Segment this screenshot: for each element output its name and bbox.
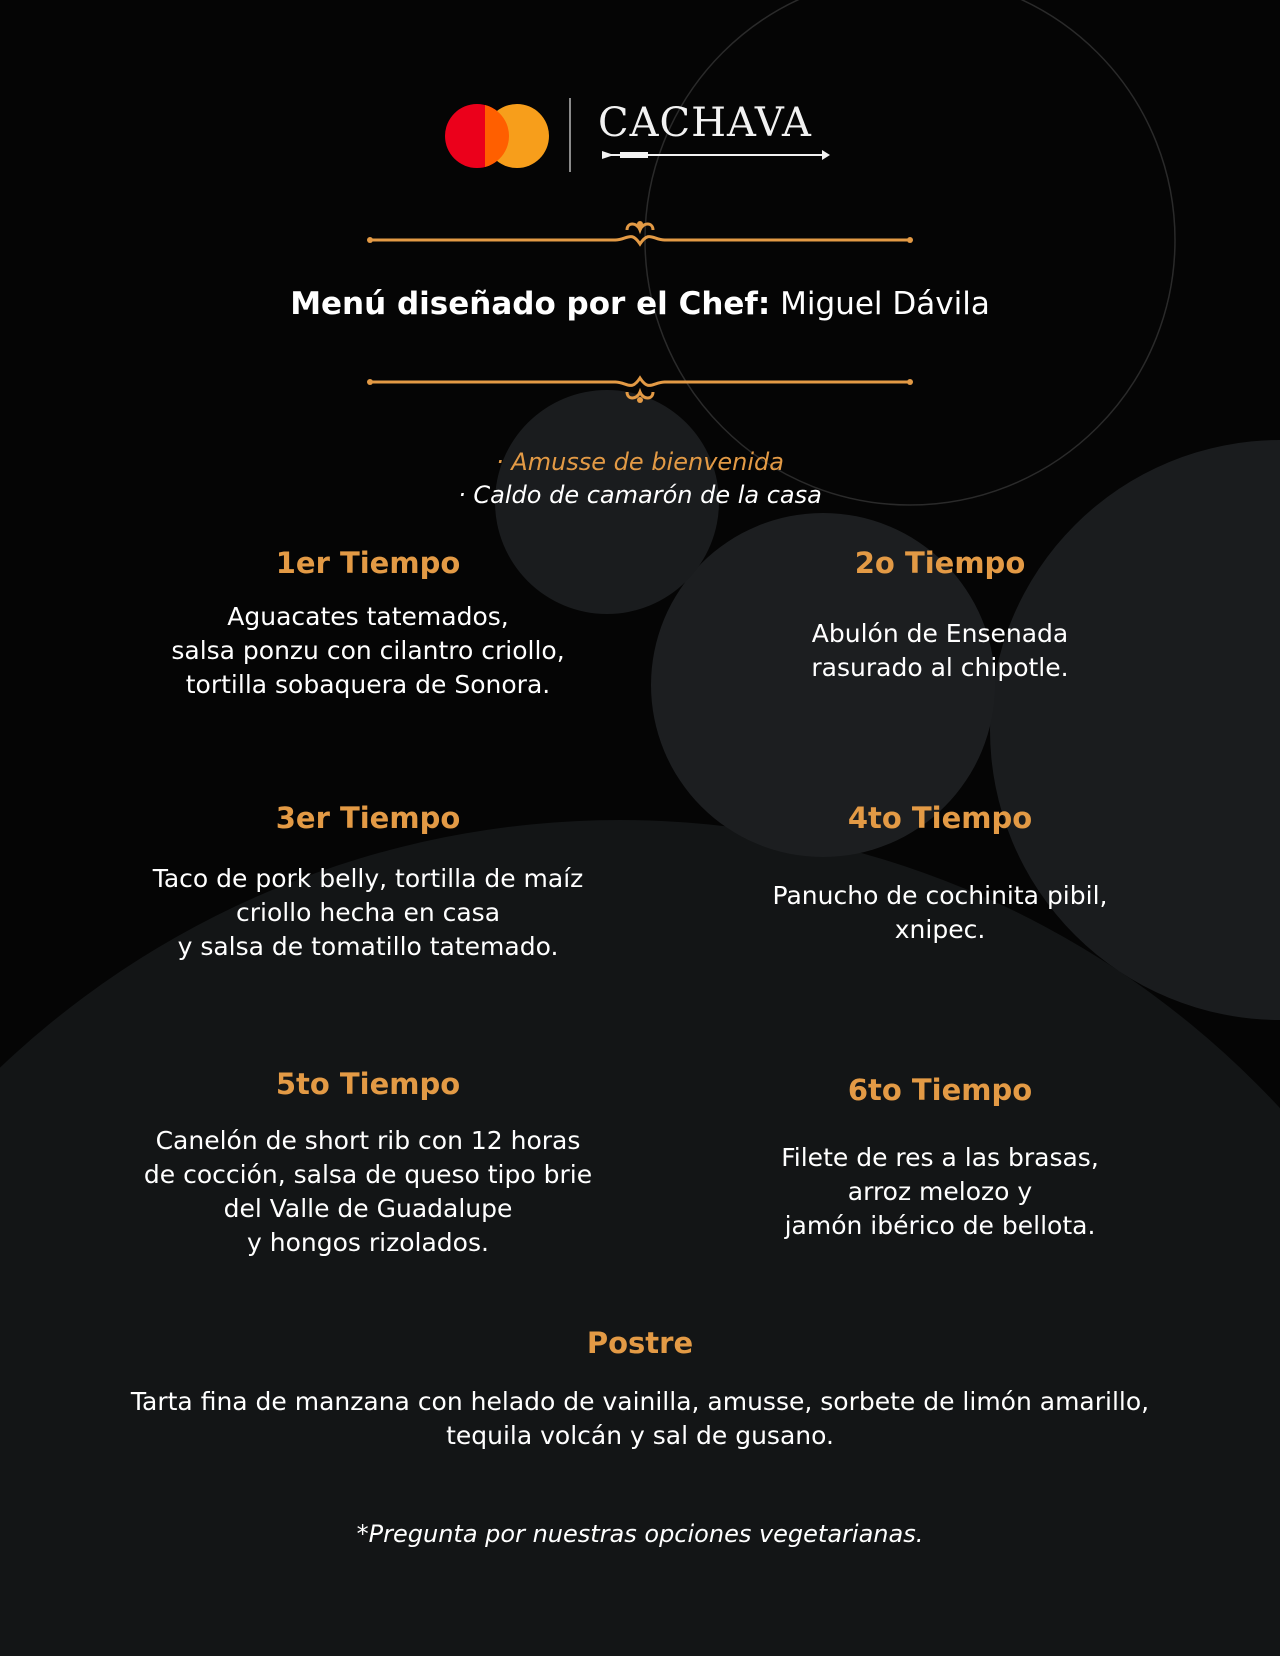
course-5-line: del Valle de Guadalupe bbox=[223, 1194, 513, 1223]
course-2-description bbox=[660, 617, 1220, 685]
postre-description bbox=[0, 1385, 1280, 1453]
vegetarian-note: *Pregunta por nuestras opciones vegetarianas. bbox=[356, 1520, 924, 1548]
course-6-line: arroz melozo y bbox=[847, 1177, 1033, 1206]
mastercard-overlap-icon bbox=[485, 104, 509, 168]
top-ornament-divider bbox=[365, 218, 915, 264]
course-6-line: Filete de res a las brasas, bbox=[781, 1143, 1099, 1172]
course-5-line: de cocción, salsa de queso tipo brie bbox=[143, 1160, 593, 1189]
course-5-line: y hongos rizolados. bbox=[247, 1228, 489, 1257]
amuse-line-1: · Amusse de bienvenida bbox=[496, 448, 784, 476]
bottom-ornament-divider bbox=[365, 362, 915, 408]
course-6-line: jamón ibérico de bellota. bbox=[784, 1211, 1096, 1240]
cachava-logo: CACHAVA bbox=[598, 100, 812, 146]
course-1-description bbox=[88, 600, 648, 702]
postre-title: Postre bbox=[586, 1326, 694, 1360]
course-6-title: 6to Tiempo bbox=[847, 1073, 1033, 1107]
course-5-title: 5to Tiempo bbox=[275, 1067, 461, 1101]
amuse-line-2: · Caldo de camarón de la casa bbox=[458, 481, 822, 509]
course-2-line: rasurado al chipotle. bbox=[811, 653, 1069, 682]
course-5-description bbox=[88, 1124, 648, 1260]
course-2-title: 2o Tiempo bbox=[854, 546, 1026, 580]
postre-line: tequila volcán y sal de gusano. bbox=[446, 1421, 834, 1450]
course-1-line: Aguacates tatemados, bbox=[227, 602, 509, 631]
course-5-line: Canelón de short rib con 12 horas bbox=[155, 1126, 581, 1155]
cachava-spear-icon bbox=[600, 148, 830, 162]
chef-line bbox=[0, 286, 1280, 322]
postre-line: Tarta fina de manzana con helado de vainilla, amusse, sorbete de limón amarillo, bbox=[130, 1387, 1150, 1416]
course-1-title: 1er Tiempo bbox=[275, 546, 461, 580]
course-3-line: y salsa de tomatillo tatemado. bbox=[177, 932, 559, 961]
course-1-line: tortilla sobaquera de Sonora. bbox=[185, 670, 551, 699]
course-6-description bbox=[660, 1141, 1220, 1243]
course-4-title: 4to Tiempo bbox=[847, 801, 1033, 835]
chef-name: Miguel Dávila bbox=[770, 286, 990, 322]
course-4-description bbox=[660, 879, 1220, 947]
course-3-line: criollo hecha en casa bbox=[235, 898, 501, 927]
header-logos bbox=[440, 96, 840, 176]
course-1-line: salsa ponzu con cilantro criollo, bbox=[171, 636, 565, 665]
logo-divider bbox=[569, 98, 571, 172]
course-3-title: 3er Tiempo bbox=[275, 801, 461, 835]
course-3-description bbox=[88, 862, 648, 964]
chef-label: Menú diseñado por el Chef: bbox=[290, 286, 771, 322]
course-4-line: xnipec. bbox=[894, 915, 986, 944]
course-3-line: Taco de pork belly, tortilla de maíz bbox=[152, 864, 584, 893]
course-4-line: Panucho de cochinita pibil, bbox=[772, 881, 1108, 910]
course-2-line: Abulón de Ensenada bbox=[811, 619, 1069, 648]
